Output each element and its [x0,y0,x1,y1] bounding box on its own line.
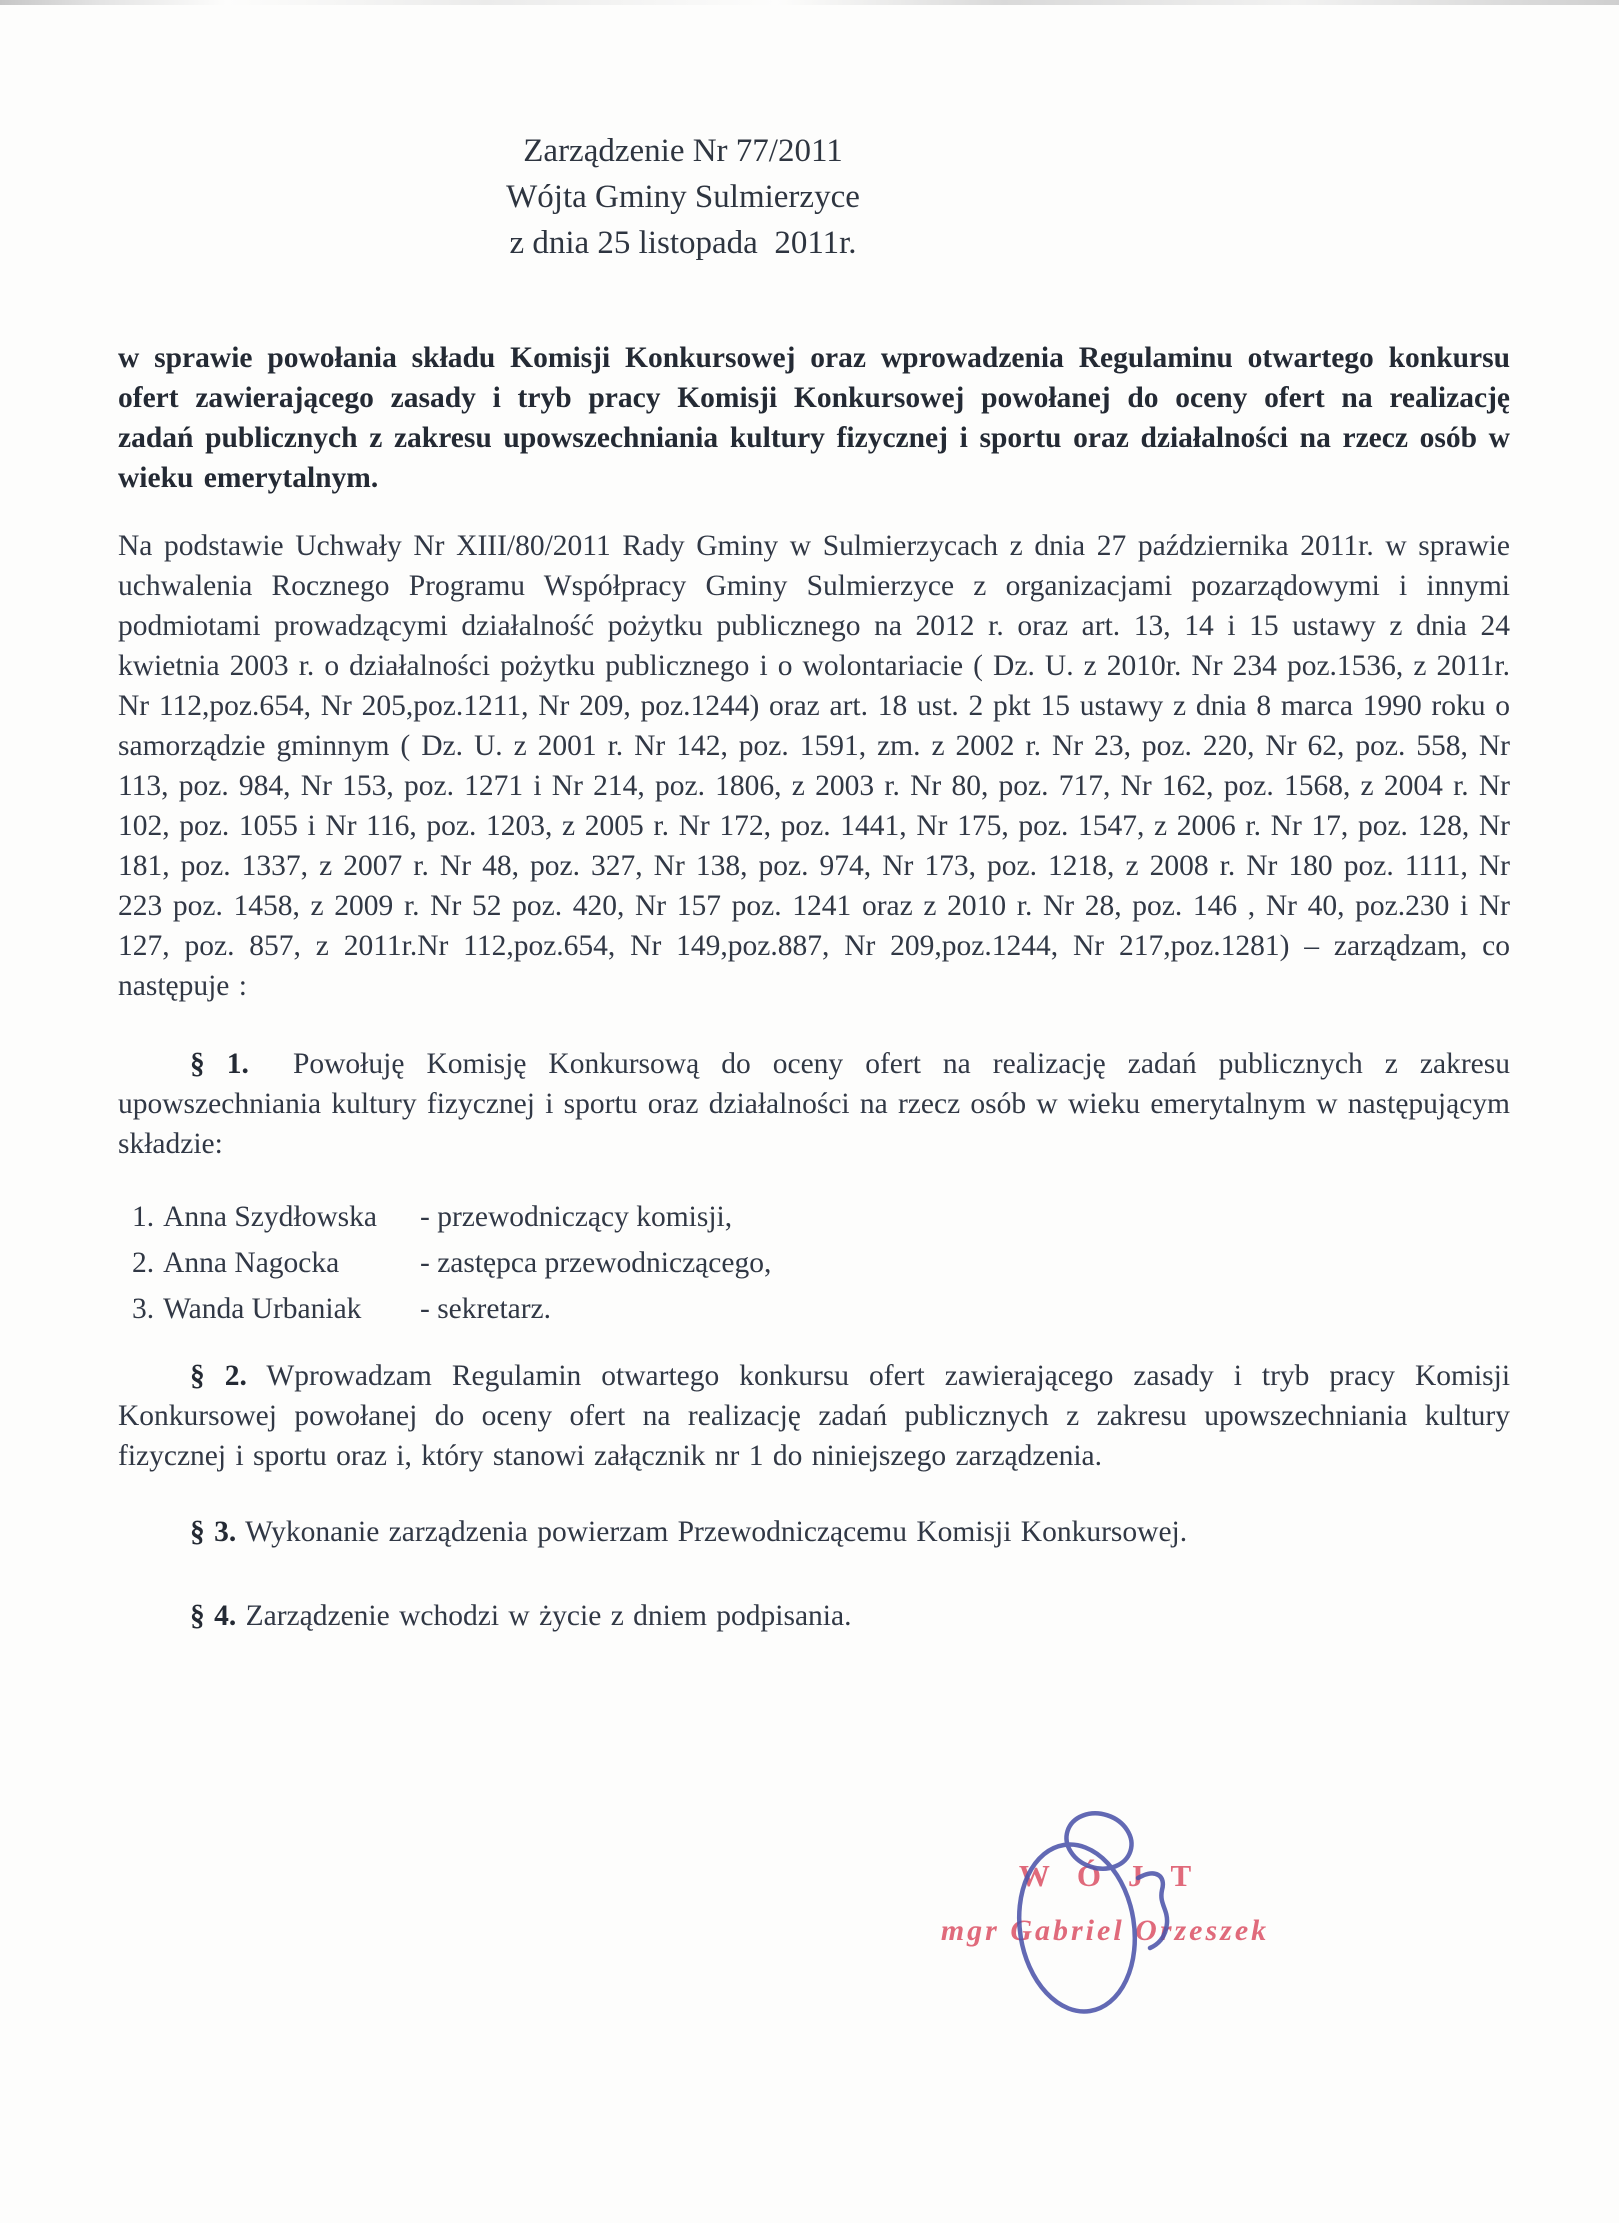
section-marker-1: § 1. [190,1048,249,1080]
signature-strokes [1008,1805,1168,2020]
member-name-cell [132,1240,420,1286]
section-marker-3: § 3. [190,1516,237,1548]
handwritten-signature-icon [992,1778,1252,2028]
page-title [118,128,1248,266]
member-name: Anna Szydłowska [163,1201,377,1233]
section-text-4: Zarządzenie wchodzi w życie z dniem podpisania. [245,1600,852,1632]
legal-basis-paragraph: Na podstawie Uchwały Nr XIII/80/2011 Rady Gminy w Sulmierzycach z dnia 27 października 2011r. w sprawie uchwalenia Rocznego Programu Współpracy Gminy Sulmierzyce z organizacjami pozarządowymi i innymi podmiotami prowadzącymi działalność pożytku publicznego na 2012 r. oraz art. 13, 14 i 15 ustawy z dnia 24 kwietnia 2003 r. o działalności pożytku publicznego i o wolontariacie ( Dz. U. z 2010r. Nr 234 poz.1536, z 2011r. Nr 112,poz.654, Nr 205,poz.1211, Nr 209, poz.1244) oraz art. 18 ust. 2 pkt 15 ustawy z dnia 8 marca 1990 roku o samorządzie gminnym ( Dz. U. z 2001 r. Nr 142, poz. 1591, zm. z 2002 r. Nr 23, poz. 220, Nr 62, poz. 558, Nr 113, poz. 984, Nr 153, poz. 1271 i Nr 214, poz. 1806, z 2003 r. Nr 80, poz. 717, Nr 162, poz. 1568, z 2004 r. Nr 102, poz. 1055 i Nr 116, poz. 1203, z 2005 r. Nr 172, poz. 1441, Nr 175, poz. 1547, z 2006 r. Nr 17, poz. 128, Nr 181, poz. 1337, z 2007 r. Nr 48, poz. 327, Nr 138, poz. 974, Nr 173, poz. 1218, z 2008 r. Nr 180 poz. 1111, Nr 223 poz. 1458, z 2009 r. Nr 52 poz. 420, Nr 157 poz. 1241 oraz z 2010 r. Nr 28, poz. 146 , Nr 40, poz.230 i Nr 127, poz. 857, z 2011r.Nr 112,poz.654, Nr 149,poz.887, Nr 209,poz.1244, Nr 217,poz.1281) – zarządzam, co następuje : [118,530,1510,1002]
section-paragraph-4 [118,1596,1510,1636]
member-role: - zastępca przewodniczącego, [420,1247,772,1279]
member-role: - przewodniczący komisji, [420,1201,733,1233]
section-marker-2: § 2. [190,1360,247,1392]
member-name-cell [132,1286,420,1332]
member-role: - sekretarz. [420,1293,552,1325]
wojt-stamp-title: WÓJT [1018,1858,1219,1893]
title-line-1: Zarządzenie Nr 77/2011 [523,133,843,169]
title-line-2: Wójta Gminy Sulmierzyce [506,179,860,215]
section-paragraph-1 [118,1044,1510,1164]
member-name-cell [132,1194,420,1240]
member-number: 3. [132,1293,155,1325]
member-row [132,1240,1510,1286]
section-marker-4: § 4. [190,1600,237,1632]
stamp-officer-name: mgr Gabriel Orzeszek [940,1914,1270,1947]
section-paragraph-2 [118,1356,1510,1476]
subject-paragraph: w sprawie powołania składu Komisji Konkursowej oraz wprowadzenia Regulaminu otwartego konkursu ofert zawierającego zasady i tryb pracy Komisji Konkursowej powołanej do oceny ofert na realizację zadań publicznych z zakresu upowszechniania kultury fizycznej i sportu oraz działalności na rzecz osób w wieku emerytalnym. [118,342,1510,494]
member-number: 2. [132,1247,155,1279]
title-line-3: z dnia 25 listopada 2011r. [509,225,857,261]
section-text-3: Wykonanie zarządzenia powierzam Przewodniczącemu Komisji Konkursowej. [245,1516,1188,1548]
section-text-2: Wprowadzam Regulamin otwartego konkursu ofert zawierającego zasady i tryb pracy Komisji Konkursowej powołanej do oceny ofert na realizację zadań publicznych z zakresu upowszechniania kultury fizycznej i sportu oraz i, który stanowi załącznik nr 1 do niniejszego zarządzenia. [118,1360,1511,1472]
section-text-1: Powołuję Komisję Konkursową do oceny ofert na realizację zadań publicznych z zakresu upowszechniania kultury fizycznej i sportu oraz działalności na rzecz osób w wieku emerytalnym w następującym składzie: [118,1048,1511,1160]
member-name: Wanda Urbaniak [163,1293,362,1325]
member-name: Anna Nagocka [163,1247,340,1279]
member-row [132,1194,1510,1240]
member-row [132,1286,1510,1332]
signature-block [920,1800,1290,2040]
section-paragraph-3 [118,1512,1510,1552]
member-number: 1. [132,1201,155,1233]
document-content [118,0,1510,1636]
committee-members-list [118,1194,1510,1332]
